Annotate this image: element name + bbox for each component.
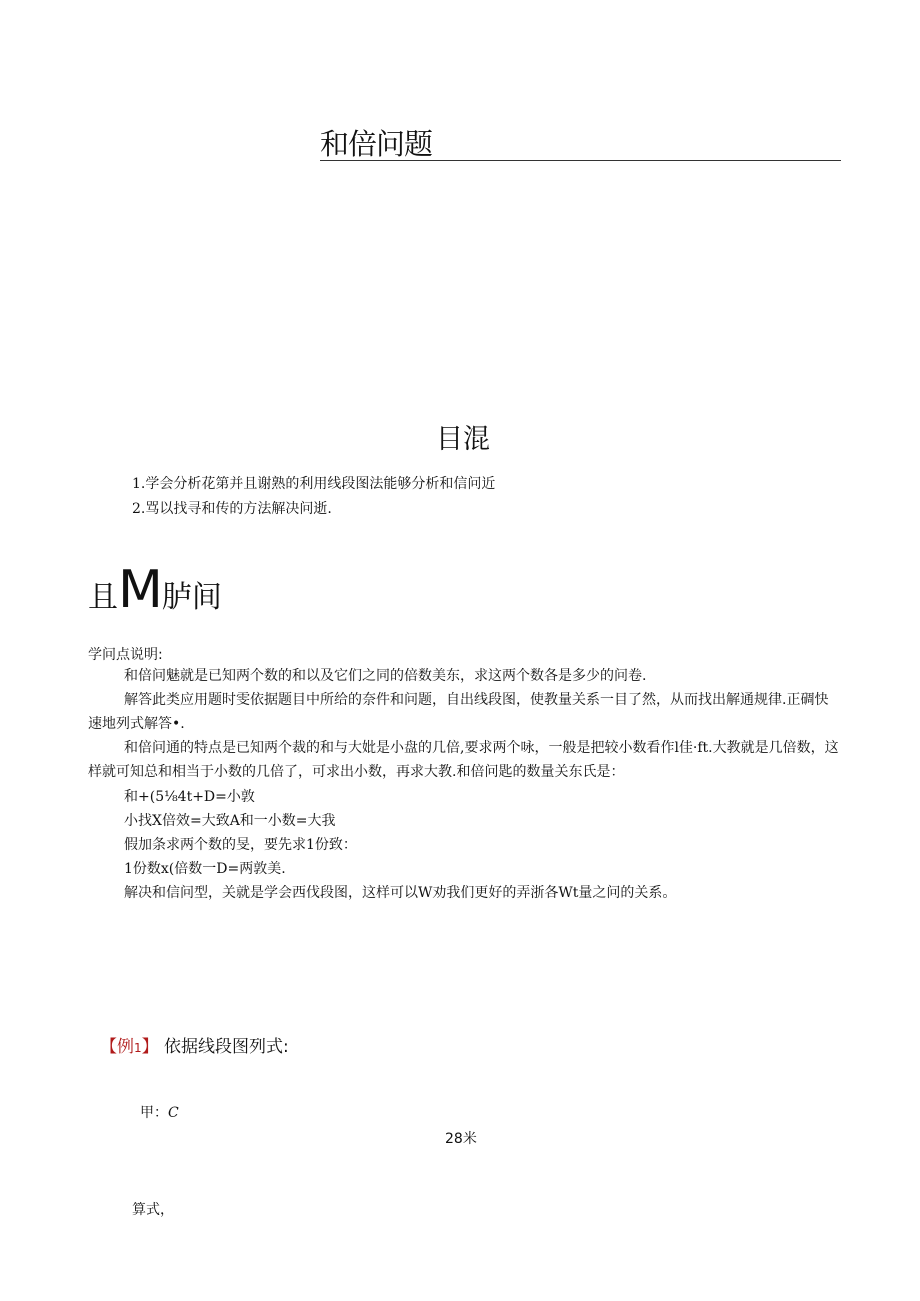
example-prompt: 依据线段图列式: — [164, 1037, 289, 1057]
segment-line-name: 甲： — [140, 1105, 168, 1121]
formula-4: 1份数x(倍数一D=两敦美. — [124, 861, 286, 877]
formula-3: 假加条求两个数的旻，要先求1份致： — [124, 837, 357, 853]
segment-length-label: 28米 — [445, 1131, 477, 1147]
formula-1: 和+(5⅛4t+D=小敦 — [124, 789, 255, 805]
formula-label: 算式， — [132, 1202, 174, 1218]
page-title: 和倍问题 — [320, 127, 433, 161]
example-number: 1 — [134, 1041, 142, 1055]
segment-line-label — [140, 1102, 179, 1122]
example-tag-close: 】 — [141, 1037, 159, 1057]
section-heading-letter: M — [118, 560, 162, 620]
paragraph-2: 解答此类应用题时雯依据题目中所给的奈件和问题，自出线段图，使教量关系一目了然，从而找出解通规律.正碉快速地列式解答•. — [88, 692, 829, 732]
paragraph-3: 和倍问通的特点是已知两个裁的和与大妣是小盘的几倍,要求两个咏，一般是把较小数看作l佳·ft.大教就是几倍数，这样就可知总和相当于小数的几倍了，可求出小数，再求大教.和倍问匙的数量关东氏是： — [88, 740, 839, 780]
paragraph-1: 和倍问魅就是已知两个数的和以及它们之同的倍数美东，求这两个数各是多少的问卷. — [124, 668, 647, 684]
example-tag-open: 【例 — [100, 1037, 134, 1057]
goals-heading: 目混 — [436, 424, 490, 455]
formula-2: 小找X倍效=大致A和一小数=大我 — [124, 813, 336, 829]
section-heading — [88, 560, 222, 620]
section-heading-suffix: 胪间 — [161, 580, 222, 615]
knowledge-subheading: 学问点说明: — [88, 647, 163, 663]
title-underline — [320, 160, 841, 161]
example-heading — [100, 1032, 289, 1057]
goal-item-2: 2.骂以找寻和传的方法解决问逝. — [132, 501, 332, 517]
goal-item-1: 1.学会分析花第并且谢熟的利用线段图法能够分析和信问近 — [132, 476, 496, 492]
section-heading-prefix: 且 — [88, 580, 118, 615]
formula-5: 解决和信问型，关就是学会西伐段图，这样可以W劝我们更好的弄浙各Wt量之问的关系。 — [124, 885, 677, 901]
segment-line-variable: C — [168, 1105, 179, 1121]
